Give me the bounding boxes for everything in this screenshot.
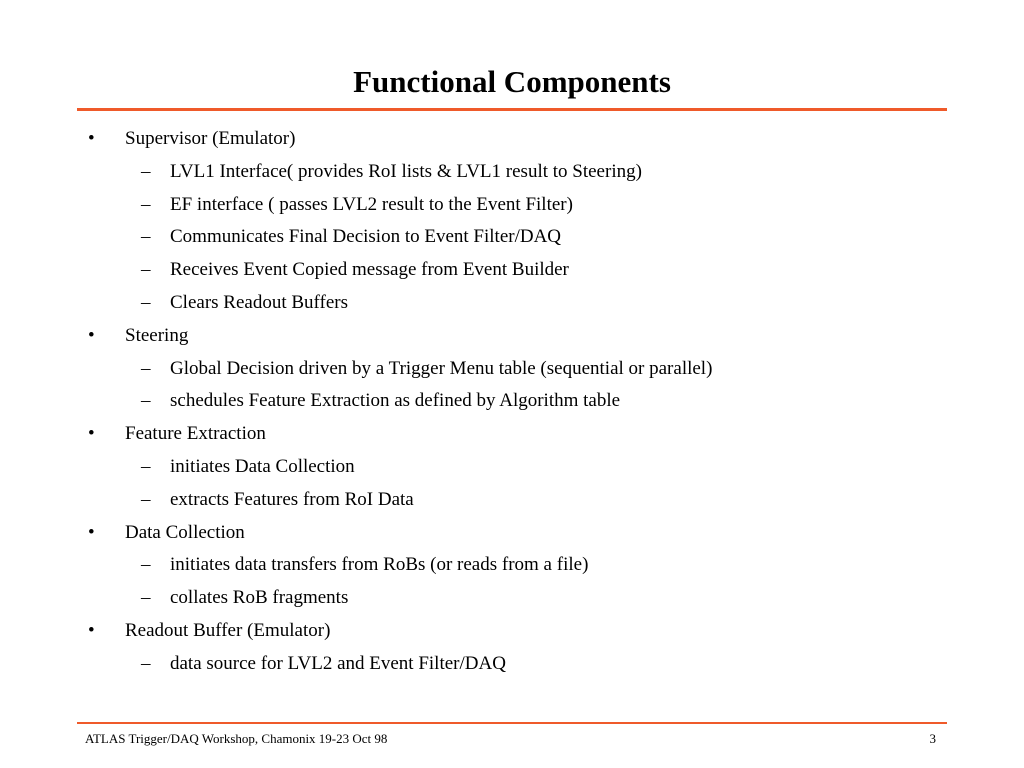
sub-bullet-text: EF interface ( passes LVL2 result to the Event Filter) — [170, 193, 573, 215]
dash-marker: – — [141, 160, 151, 182]
sub-bullet-item — [0, 385, 1024, 418]
dash-marker: – — [141, 259, 151, 281]
sub-bullet-item — [0, 353, 1024, 386]
sub-bullet-text: Clears Readout Buffers — [170, 291, 348, 313]
sub-bullet-item — [0, 221, 1024, 254]
sub-bullet-text: initiates Data Collection — [170, 455, 355, 477]
sub-bullet-item — [0, 582, 1024, 615]
dash-marker: – — [141, 652, 151, 674]
sub-bullet-item — [0, 549, 1024, 582]
sub-bullet-item — [0, 189, 1024, 222]
sub-bullet-text: schedules Feature Extraction as defined by Algorithm table — [170, 390, 621, 412]
sub-bullet-text: Communicates Final Decision to Event Filter/DAQ — [170, 226, 562, 248]
bullet-marker: • — [88, 423, 95, 445]
bullet-item — [0, 320, 1024, 353]
sub-bullet-text: LVL1 Interface( provides RoI lists & LVL1 result to Steering) — [170, 160, 642, 182]
sub-bullet-text: Global Decision driven by a Trigger Menu table (sequential or parallel) — [170, 357, 713, 379]
bullet-marker: • — [88, 128, 95, 149]
bullet-list — [0, 123, 1024, 681]
sub-bullet-item — [0, 254, 1024, 287]
sub-bullet-item — [0, 484, 1024, 517]
dash-marker: – — [141, 390, 151, 412]
dash-marker: – — [141, 226, 151, 248]
dash-marker: – — [141, 587, 151, 609]
bullet-text: Steering — [125, 324, 189, 346]
sub-bullet-text: extracts Features from RoI Data — [170, 488, 414, 510]
footer-divider — [77, 722, 947, 724]
bullet-text: Supervisor (Emulator) — [125, 128, 296, 149]
bullet-text: Data Collection — [125, 521, 245, 543]
sub-bullet-item — [0, 287, 1024, 320]
sub-bullet-item — [0, 648, 1024, 681]
page-number: 3 — [929, 731, 936, 746]
bullet-marker: • — [88, 521, 95, 543]
bullet-item — [0, 123, 1024, 156]
bullet-marker: • — [88, 324, 95, 346]
dash-marker: – — [141, 488, 151, 510]
title-divider — [77, 108, 947, 111]
bullet-text: Feature Extraction — [125, 423, 266, 445]
dash-marker: – — [141, 455, 151, 477]
sub-bullet-text: collates RoB fragments — [170, 587, 349, 609]
dash-marker: – — [141, 554, 151, 576]
sub-bullet-text: initiates data transfers from RoBs (or reads from a file) — [170, 554, 589, 576]
sub-bullet-text: data source for LVL2 and Event Filter/DAQ — [170, 652, 506, 674]
dash-marker: – — [141, 193, 151, 215]
sub-bullet-item — [0, 451, 1024, 484]
bullet-text: Readout Buffer (Emulator) — [125, 619, 331, 641]
sub-bullet-text: Receives Event Copied message from Event Builder — [170, 259, 569, 281]
bullet-item — [0, 615, 1024, 648]
footer-caption: ATLAS Trigger/DAQ Workshop, Chamonix 19-23 Oct 98 — [85, 731, 388, 746]
dash-marker: – — [141, 357, 151, 379]
bullet-marker: • — [88, 619, 95, 641]
slide-title: Functional Components — [353, 64, 671, 99]
sub-bullet-item — [0, 156, 1024, 189]
dash-marker: – — [141, 291, 151, 313]
bullet-item — [0, 517, 1024, 550]
bullet-item — [0, 418, 1024, 451]
